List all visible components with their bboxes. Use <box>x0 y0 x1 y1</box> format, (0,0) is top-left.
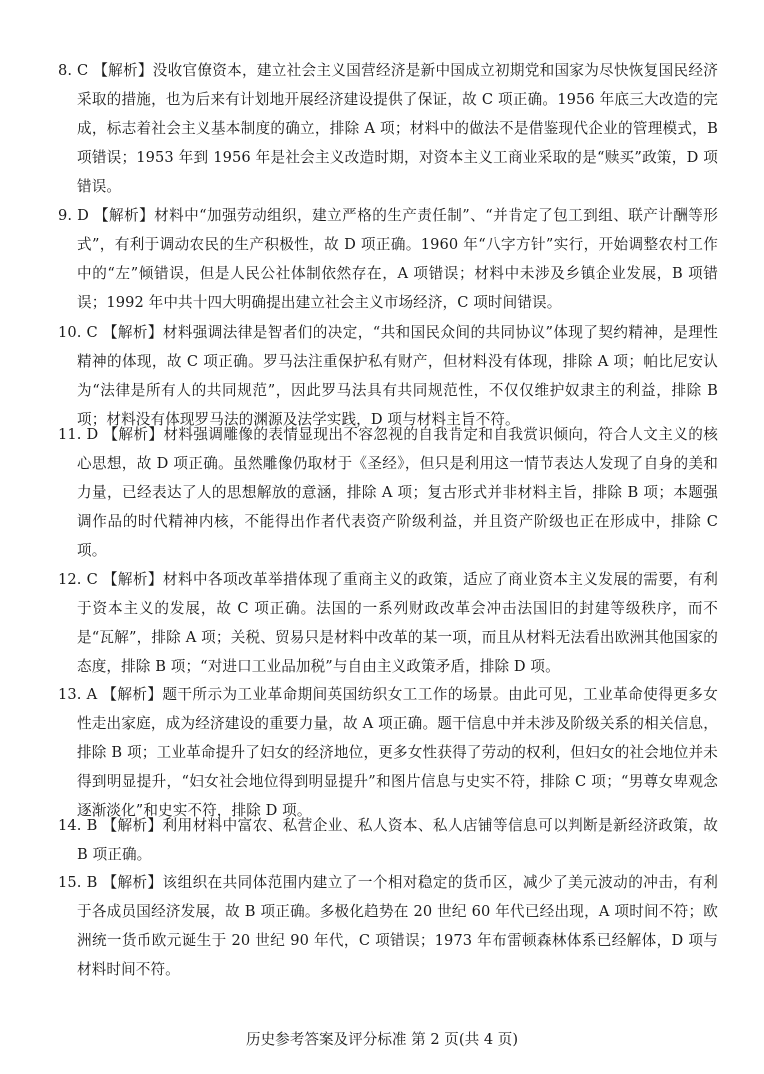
answer-item-13 <box>58 680 718 825</box>
answer-item-10 <box>58 318 718 434</box>
answer-item-11 <box>58 420 718 565</box>
answer-item-12 <box>58 565 718 681</box>
answer-text: 11. D 【解析】材料强调雕像的表情显现出不容忽视的自我肯定和自我赏识倾向，符合人文主义的核心思想，故 D 项正确。虽然雕像仍取材于《圣经》，但只是利用这一情节表达人发现了自身的美和力量，已经表达了人的思想解放的意涵，排除 A 项；复古形式并非材料主旨，排除 B 项；本题强调作品的时代精神内核，不能得出作者代表资产阶级利益，并且资产阶级也正在形成中，排除 C 项。 <box>58 426 718 559</box>
answer-item-8 <box>58 56 718 201</box>
answer-text: 10. C 【解析】材料强调法律是智者们的决定，“共和国民众间的共同协议”体现了契约精神，是理性精神的体现，故 C 项正确。罗马法注重保护私有财产，但材料没有体现，排除 A 项；帕比尼安认为“法律是所有人的共同规范”，因此罗马法具有共同规范性，不仅仅维护奴隶主的利益，排除 B 项；材料没有体现罗马法的渊源及法学实践，D 项与材料主旨不符。 <box>58 324 718 428</box>
answer-text: 12. C 【解析】材料中各项改革举措体现了重商主义的政策，适应了商业资本主义发展的需要，有利于资本主义的发展，故 C 项正确。法国的一系列财政改革会冲击法国旧的封建等级秩序，而不是“瓦解”，排除 A 项；关税、贸易只是材料中改革的某一项，而且从材料无法看出欧洲其他国家的态度，排除 B 项；“对进口工业品加税”与自由主义政策矛盾，排除 D 项。 <box>58 571 718 675</box>
answer-text: 14. B 【解析】利用材料中富农、私营企业、私人资本、私人店铺等信息可以判断是新经济政策，故 B 项正确。 <box>58 817 718 863</box>
answer-text: 13. A 【解析】题干所示为工业革命期间英国纺织女工工作的场景。由此可见，工业革命使得更多女性走出家庭，成为经济建设的重要力量，故 A 项正确。题干信息中并未涉及阶级关系的相关信息，排除 B 项；工业革命提升了妇女的经济地位，更多女性获得了劳动的权利，但妇女的社会地位并未得到明显提升，“妇女社会地位得到明显提升”和图片信息与史实不符，排除 C 项；“男尊女卑观念逐渐淡化”和史实不符，排除 D 项。 <box>58 686 718 819</box>
answer-item-14 <box>58 811 718 869</box>
page-footer: 历史参考答案及评分标准 第 2 页(共 4 页) <box>245 1031 519 1048</box>
answer-text: 8. C 【解析】没收官僚资本，建立社会主义国营经济是新中国成立初期党和国家为尽快恢复国民经济采取的措施，也为后来有计划地开展经济建设提供了保证，故 C 项正确。1956 年底三大改造的完成，标志着社会主义基本制度的确立，排除 A 项；材料中的做法不是借鉴现代企业的管理模式，B 项错误；1953 年到 1956 年是社会主义改造时期，对资本主义工商业采取的是“赎买”政策，D 项错误。 <box>58 62 718 195</box>
answer-item-9 <box>58 201 718 317</box>
answer-text: 15. B 【解析】该组织在共同体范围内建立了一个相对稳定的货币区，减少了美元波动的冲击，有利于各成员国经济发展，故 B 项正确。多极化趋势在 20 世纪 60 年代已经出现，A 项时间不符；欧洲统一货币欧元诞生于 20 世纪 90 年代，C 项错误；1973 年布雷顿森林体系已经解体，D 项与材料时间不符。 <box>58 874 718 978</box>
answer-item-15 <box>58 868 718 984</box>
answer-text: 9. D 【解析】材料中“加强劳动组织，建立严格的生产责任制”、“并肯定了包工到组、联产计酬等形式”，有利于调动农民的生产积极性，故 D 项正确。1960 年“八字方针”实行，开始调整农村工作中的“左”倾错误，但是人民公社体制依然存在，A 项错误；材料中未涉及乡镇企业发展，B 项错误；1992 年中共十四大明确提出建立社会主义市场经济，C 项时间错误。 <box>58 207 718 311</box>
